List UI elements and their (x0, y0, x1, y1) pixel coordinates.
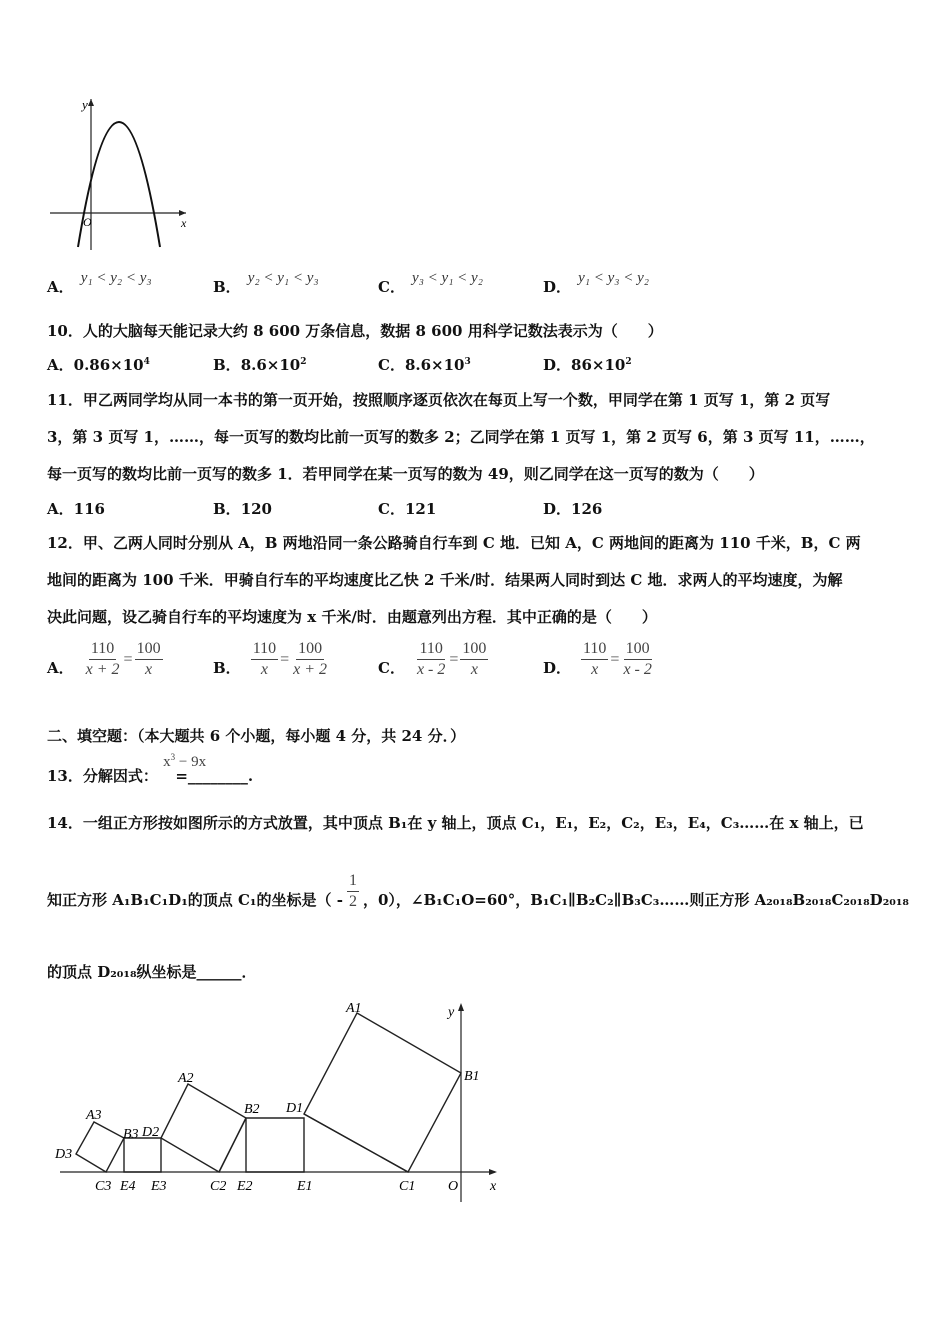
square-2 (161, 1084, 246, 1172)
option-text: 8.6×10 (240, 356, 301, 374)
option-letter: A． (47, 659, 74, 677)
q11-option-a[interactable] (47, 498, 105, 519)
denominator: x (591, 661, 599, 678)
squares-figure (50, 998, 502, 1208)
numerator: 110 (251, 640, 278, 660)
numerator: 110 (417, 640, 444, 660)
q10-option-a[interactable] (47, 354, 150, 375)
option-text: y₂ < y₁ < y₃ (247, 270, 319, 286)
equals-sign: = (610, 650, 620, 668)
q13-line (47, 752, 254, 785)
label-a1: A1 (346, 1001, 362, 1016)
fraction-left (251, 640, 278, 679)
option-letter: A． (47, 500, 74, 518)
numerator: 100 (135, 640, 163, 660)
square-3 (76, 1122, 124, 1172)
q10-option-b[interactable] (213, 354, 307, 375)
option-text: 120 (240, 500, 272, 518)
q9-option-c[interactable] (378, 266, 483, 296)
label-d3: D3 (55, 1147, 73, 1162)
denominator: x (260, 661, 268, 678)
label-b2: B2 (244, 1102, 260, 1117)
label-e4: E4 (120, 1179, 136, 1194)
fraction-right (621, 640, 653, 679)
q11-line-1: 11．甲乙两同学均从同一本书的第一页开始，按照顺序逐页依次在每页上写一个数，甲同学在第 1 页写 1，第 2 页写 (47, 391, 831, 409)
graph-y-label: y (82, 97, 88, 112)
label-a3: A3 (86, 1108, 102, 1123)
denominator: x + 2 (85, 661, 120, 678)
option-letter: D． (543, 356, 572, 374)
option-letter: B． (213, 356, 241, 374)
q12-option-b[interactable] (213, 640, 329, 679)
parabola-graph (48, 95, 198, 255)
label-e2: E2 (237, 1179, 253, 1194)
option-text: y₁ < y₃ < y₂ (578, 270, 649, 286)
segment-b2-c2 (219, 1118, 246, 1172)
q12-line-1: 12．甲、乙两人同时分别从 A，B 两地沿同一条公路骑自行车到 C 地．已知 A，C 两地间的距离为 110 千米，B，C 两 (47, 534, 861, 552)
expr-rest: − 9x (175, 754, 207, 770)
option-letter: C． (378, 500, 405, 518)
q9-option-a[interactable] (47, 266, 152, 296)
expr-base: x (163, 754, 171, 770)
option-exponent: 3 (464, 357, 471, 367)
q11-line-2: 3，第 3 页写 1，……，每一页写的数均比前一页写的数多 2；乙同学在第 1 页写 1，第 2 页写 6，第 3 页写 11，……， (47, 428, 875, 446)
q11-line-3: 每一页写的数均比前一页写的数多 1．若甲同学在某一页写的数为 49，则乙同学在这一页写的数为（ ） (47, 465, 764, 483)
option-exponent: 2 (300, 357, 307, 367)
q12-option-c[interactable] (378, 640, 488, 679)
section-2-title: 二、填空题：（本大题共 6 个小题，每小题 4 分，共 24 分．） (47, 727, 466, 745)
label-e3: E3 (151, 1179, 167, 1194)
rect-b2-d1 (246, 1118, 304, 1172)
option-exponent: 4 (143, 357, 150, 367)
square-1 (304, 1013, 461, 1172)
denominator: x (145, 661, 153, 678)
option-text: y₃ < y₁ < y₂ (412, 270, 483, 286)
option-text: 116 (73, 500, 105, 518)
q14-line-2-start: 知正方形 A₁B₁C₁D₁的顶点 C₁的坐标是（ - (47, 891, 343, 909)
y-axis-arrow-icon (88, 99, 94, 106)
denominator: x + 2 (293, 661, 328, 678)
q9-option-d[interactable] (543, 266, 649, 296)
option-letter: C． (378, 278, 405, 296)
numerator: 100 (460, 640, 488, 660)
label-y: y (448, 1005, 455, 1020)
q14-line-2 (47, 872, 909, 911)
label-e1: E1 (297, 1179, 313, 1194)
q14-line-1: 14．一组正方形按如图所示的方式放置，其中顶点 B₁在 y 轴上，顶点 C₁，E₁，E₂，C₂，E₃，E₄，C₃……在 x 轴上，已 (47, 814, 864, 832)
q10-stem: 10．人的大脑每天能记录大约 8 600 万条信息，数据 8 600 用科学记数法表示为（ ） (47, 322, 663, 340)
q11-option-d[interactable] (543, 498, 602, 519)
equals-sign: = (449, 650, 459, 668)
fraction-right (135, 640, 163, 679)
label-d2: D2 (142, 1125, 160, 1140)
q14-line-2-end: ，0），∠B₁C₁O=60°，B₁C₁∥B₂C₂∥B₃C₃……则正方形 A₂₀₁₈B₂₀₁₈C₂₀₁₈D₂₀₁₈ (362, 891, 909, 909)
q11-option-b[interactable] (213, 498, 272, 519)
option-letter: B． (213, 659, 241, 677)
fraction-left (415, 640, 447, 679)
q11-option-c[interactable] (378, 498, 436, 519)
option-letter: C． (378, 356, 405, 374)
fraction-left (581, 640, 608, 679)
equals-sign: = (280, 650, 290, 668)
graph-origin-label: O (83, 215, 92, 229)
numerator: 100 (624, 640, 652, 660)
label-x: x (490, 1179, 497, 1194)
q10-option-c[interactable] (378, 354, 471, 375)
denominator: x - 2 (623, 661, 652, 678)
option-letter: D． (543, 278, 572, 296)
option-letter: D． (543, 659, 572, 677)
q12-option-a[interactable] (47, 640, 163, 679)
label-b3: B3 (123, 1127, 139, 1142)
option-text: 0.86×10 (73, 356, 144, 374)
denominator: 2 (348, 893, 357, 910)
q14-line-3: 的顶点 D₂₀₁₈纵坐标是______． (47, 963, 257, 981)
equals-sign: = (123, 650, 133, 668)
q13-answer-blank[interactable]: =________. (175, 767, 254, 785)
segment-d1-c1 (304, 1114, 408, 1172)
fraction-left (84, 640, 122, 679)
option-text: 86×10 (571, 356, 626, 374)
expr-exponent: 3 (170, 752, 176, 762)
option-letter: A． (47, 278, 74, 296)
option-exponent: 2 (625, 357, 632, 367)
q12-line-3: 决此问题，设乙骑自行车的平均速度为 x 千米/时．由题意列出方程．其中正确的是（ ） (47, 608, 657, 626)
numerator: 100 (296, 640, 324, 660)
q9-option-b[interactable] (213, 266, 319, 296)
option-text: 8.6×10 (404, 356, 465, 374)
option-letter: B． (213, 278, 241, 296)
rect-b3-d2 (124, 1138, 161, 1172)
fraction-right (291, 640, 329, 679)
label-b1: B1 (464, 1069, 480, 1084)
denominator: x - 2 (416, 661, 446, 678)
q12-line-2: 地间的距离为 100 千米．甲骑自行车的平均速度比乙快 2 千米/时．结果两人同时到达 C 地．求两人的平均速度，为解 (47, 571, 843, 589)
label-d1: D1 (286, 1101, 304, 1116)
label-c3: C3 (95, 1179, 112, 1194)
option-letter: D． (543, 500, 572, 518)
label-a2: A2 (178, 1071, 194, 1086)
label-o: O (448, 1179, 459, 1194)
label-c2: C2 (210, 1179, 227, 1194)
denominator: x (470, 661, 478, 678)
fig-y-arrow-icon (458, 1003, 464, 1011)
graph-x-label: x (181, 216, 187, 230)
numerator: 110 (581, 640, 608, 660)
fraction-right (460, 640, 488, 679)
numerator: 1 (347, 872, 359, 892)
label-c1: C1 (399, 1179, 416, 1194)
option-letter: B． (213, 500, 241, 518)
option-letter: C． (378, 659, 405, 677)
option-text: 121 (404, 500, 437, 518)
q12-option-d[interactable] (543, 640, 654, 679)
q13-prefix: 13．分解因式： (47, 767, 158, 785)
option-text: y₁ < y₂ < y₃ (80, 270, 152, 286)
numerator: 110 (89, 640, 116, 660)
option-text: 126 (571, 500, 603, 518)
q14-fraction (347, 872, 359, 911)
option-letter: A． (47, 356, 74, 374)
fig-x-arrow-icon (489, 1169, 497, 1175)
q10-option-d[interactable] (543, 354, 632, 375)
